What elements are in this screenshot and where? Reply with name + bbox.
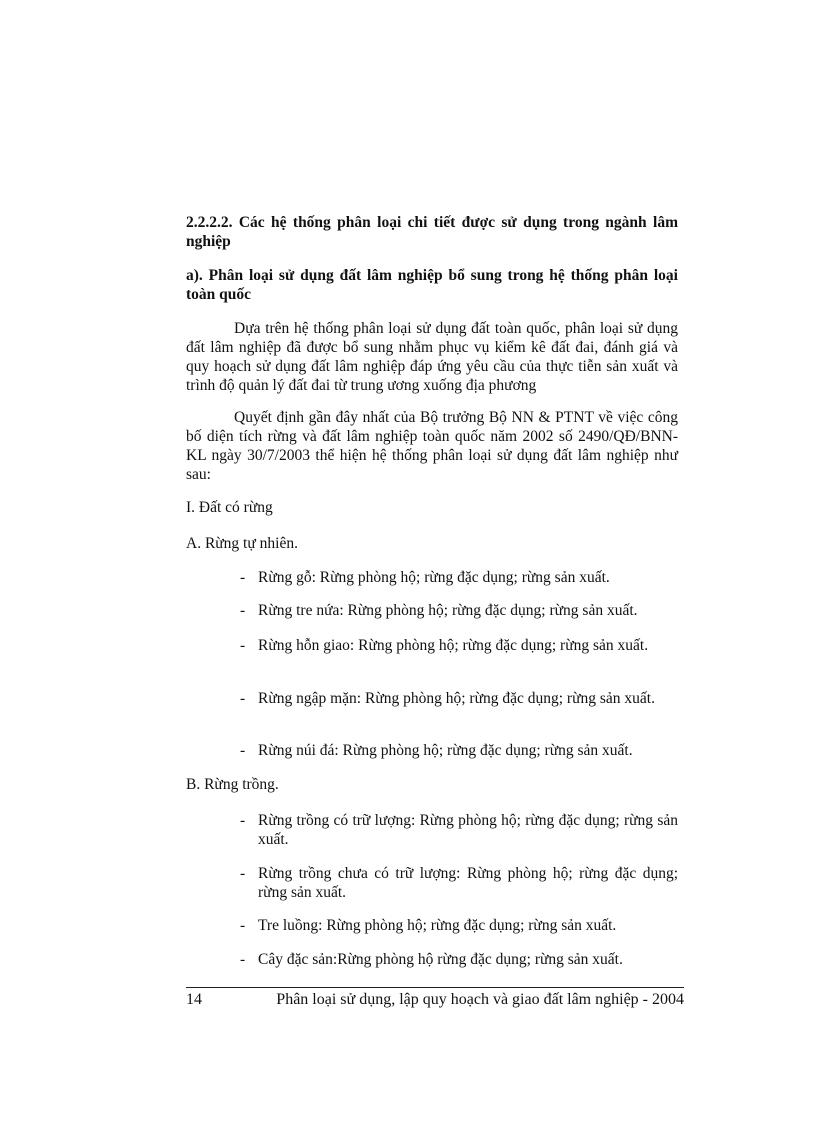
page-number: 14 [186, 991, 202, 1008]
list-item-text: Rừng hỗn giao: Rừng phòng hộ; rừng đặc dụng; rừng sản xuất. [258, 637, 649, 654]
footer-divider [186, 987, 684, 988]
list-item [240, 811, 678, 849]
category-forest-land: I. Đất có rừng [186, 499, 273, 516]
list-item [240, 689, 678, 708]
section-heading: 2.2.2.2. Các hệ thống phân loại chi tiết được sử dụng trong ngành lâm nghiệp [186, 214, 678, 250]
bullet-dash: - [240, 917, 246, 934]
bullet-dash: - [240, 690, 246, 707]
bullet-dash: - [240, 602, 246, 619]
bullet-dash: - [240, 637, 246, 654]
list-item [240, 568, 678, 587]
list-item [240, 950, 678, 969]
list-item-text: Tre luồng: Rừng phòng hộ; rừng đặc dụng; rừng sản xuất. [258, 917, 617, 934]
bullet-dash: - [240, 569, 246, 586]
list-item-text: Rừng trồng có trữ lượng: Rừng phòng hộ; rừng đặc dụng; rừng sản xuất. [258, 812, 678, 848]
paragraph-intro: Dựa trên hệ thống phân loại sử dụng đất toàn quốc, phân loại sử dụng đất lâm nghiệp đã được bổ sung nhằm phục vụ kiểm kê đất đai, đánh giá và quy hoạch sử dụng đất lâm nghiệp đáp ứng yêu cầu của thực tiễn sản xuất và trình độ quản lý đất đai từ trung ương xuống địa phương [186, 320, 678, 394]
list-item [240, 601, 678, 620]
list-item-text: Rừng tre nứa: Rừng phòng hộ; rừng đặc dụng; rừng sản xuất. [258, 602, 638, 619]
list-item [240, 636, 678, 655]
subsection-heading: a). Phân loại sử dụng đất lâm nghiệp bổ sung trong hệ thống phân loại toàn quốc [186, 267, 678, 303]
list-item [240, 864, 678, 902]
paragraph-decision: Quyết định gần đây nhất của Bộ trưởng Bộ NN & PTNT về việc công bố diện tích rừng và đất lâm nghiệp toàn quốc năm 2002 số 2490/QĐ/BNN-KL ngày 30/7/2003 thể hiện hệ thống phân loại sử dụng đất lâm nghiệp như sau: [186, 409, 678, 483]
list-item-text: Rừng gỗ: Rừng phòng hộ; rừng đặc dụng; rừng sản xuất. [258, 569, 610, 586]
footer-title: Phân loại sử dụng, lập quy hoạch và giao đất lâm nghiệp - 2004 [276, 991, 684, 1008]
list-item-text: Cây đặc sản:Rừng phòng hộ rừng đặc dụng; rừng sản xuất. [258, 951, 623, 968]
list-item-text: Rừng núi đá: Rừng phòng hộ; rừng đặc dụng; rừng sản xuất. [258, 742, 633, 759]
bullet-dash: - [240, 742, 246, 759]
bullet-dash: - [240, 812, 246, 829]
bullet-dash: - [240, 951, 246, 968]
list-item [240, 916, 678, 935]
bullet-dash: - [240, 865, 246, 882]
list-item-text: Rừng ngập mặn: Rừng phòng hộ; rừng đặc dụng; rừng sản xuất. [258, 690, 655, 707]
list-item-text: Rừng trồng chưa có trữ lượng: Rừng phòng hộ; rừng đặc dụng; rừng sản xuất. [258, 865, 678, 901]
group-natural-forest-label: A. Rừng tự nhiên. [186, 535, 298, 552]
group-planted-forest-label: B. Rừng trồng. [186, 776, 279, 793]
list-item [240, 741, 678, 760]
